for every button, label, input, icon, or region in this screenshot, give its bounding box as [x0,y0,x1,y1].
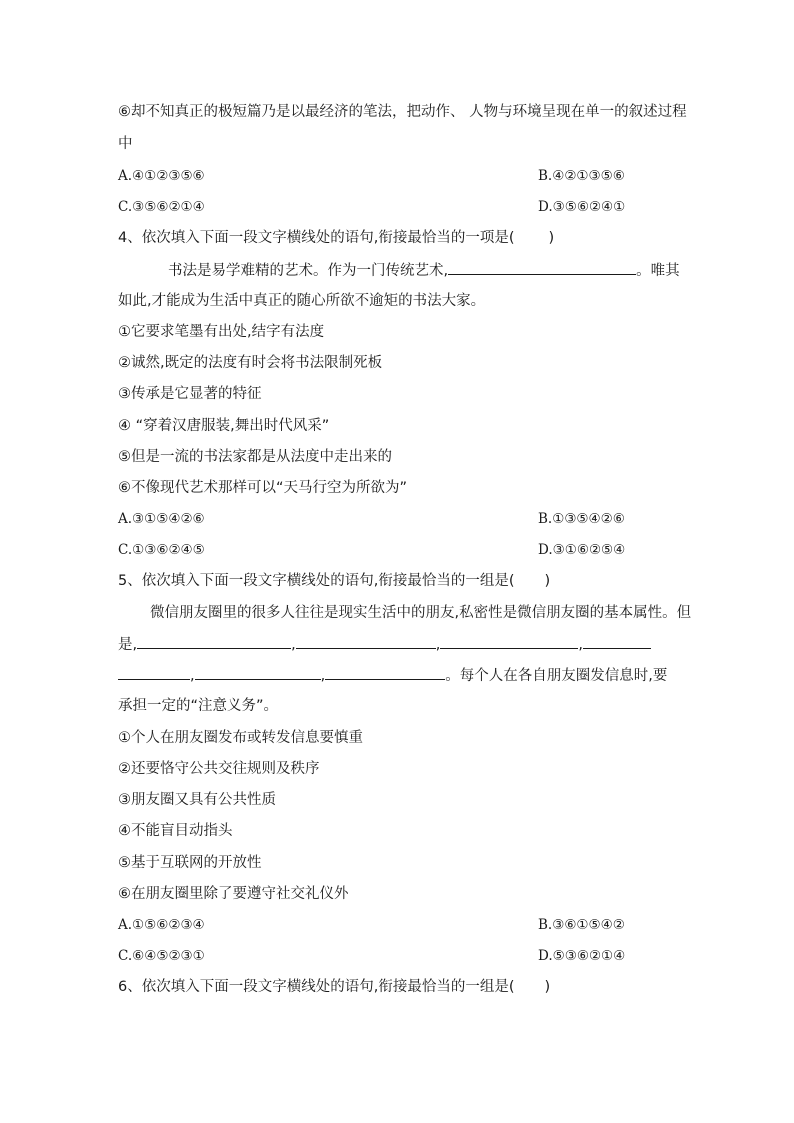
q4-item-1: ①它要求笔墨有出处,结字有法度 [118,324,325,340]
option-value: ⑥④⑤②③① [132,948,205,964]
option-letter: B. [538,168,553,184]
q4-option-b[interactable] [538,509,625,529]
fill-blank-1[interactable] [137,634,291,649]
option-value: ③①⑥②⑤④ [552,542,626,558]
q5-stem-text: 5、依次填入下面一段文字横线处的语句,衔接最恰当的一组是( [118,573,515,589]
q4-option-c[interactable] [118,540,205,560]
q3-option-c[interactable] [118,197,205,217]
q5-item-1: ①个人在朋友圈发布或转发信息要慎重 [118,730,363,746]
q5-item-2: ②还要恪守公共交往规则及秩序 [118,761,320,777]
q5-passage-line2 [118,634,651,655]
option-letter: A. [118,168,133,184]
q6-stem-close: ) [544,979,551,995]
option-letter: C. [118,542,133,558]
q4-item-4: ④ “穿着汉唐服装,舞出时代风采” [118,418,330,434]
option-value: ③①⑤④②⑥ [132,511,205,527]
q5-passage-text: 是, [118,637,138,653]
q5-item-5: ⑤基于互联网的开放性 [118,855,262,871]
option-letter: D. [538,542,553,558]
option-value: ③⑤⑥②①④ [132,199,205,215]
option-letter: C. [118,199,133,215]
comma: , [190,668,195,684]
option-letter: D. [538,199,553,215]
q4-item-5: ⑤但是一流的书法家都是从法度中走出来的 [118,449,392,465]
option-letter: A. [118,511,133,527]
comma: , [291,637,296,653]
q5-passage-line4: 承担一定的“注意义务”。 [118,698,279,714]
q5-item-3: ③朋友圈又具有公共性质 [118,792,276,808]
option-letter: C. [118,948,133,964]
q4-passage-line2: 如此,才能成为生活中真正的随心所欲不逾矩的书法大家。 [118,293,486,309]
option-value: ④①②③⑤⑥ [132,168,205,184]
q4-stem-close: ) [548,230,555,246]
q5-passage-line1: 微信朋友圈里的很多人往往是现实生活中的朋友,私密性是微信朋友圈的基本属性。但 [150,605,692,621]
q3-option-b[interactable] [538,166,625,186]
q5-stem [118,571,550,591]
option-value: ⑤③⑥②①④ [552,948,626,964]
option-value: ③⑥①⑤④② [552,917,625,933]
q5-option-c[interactable] [118,946,205,966]
q4-passage-text: 。唯其 [636,263,680,279]
option-value: ④②①③⑤⑥ [552,168,625,184]
comma: , [435,637,441,653]
option-value: ③⑤⑥②④① [552,199,626,215]
q6-stem [118,977,550,997]
option-letter: B. [538,511,553,527]
q4-passage-line1 [168,260,680,281]
q3-option-a[interactable] [118,166,205,186]
q4-item-2: ②诚然,既定的法度有时会将书法限制死板 [118,355,383,371]
q5-stem-close: ) [544,573,551,589]
option-letter: D. [538,948,553,964]
fill-blank-6[interactable] [325,665,445,680]
fill-blank-2[interactable] [296,634,436,649]
q5-option-a[interactable] [118,915,205,935]
option-value: ①③⑥②④⑤ [132,542,205,558]
q4-item-6: ⑥不像现代艺术那样可以“天马行空为所欲为” [118,480,408,496]
q4-option-d[interactable] [538,540,625,560]
comma: , [320,668,326,684]
q5-option-d[interactable] [538,946,625,966]
q6-stem-text: 6、依次填入下面一段文字横线处的语句,衔接最恰当的一组是( [118,979,515,995]
q5-passage-line3 [118,665,667,686]
q4-item-3: ③传承是它显著的特征 [118,386,262,402]
option-letter: A. [118,917,133,933]
fill-blank-4-cont[interactable] [118,665,190,680]
fill-blank[interactable] [448,260,636,275]
q5-item-6: ⑥在朋友圈里除了要遵守社交礼仪外 [118,886,349,902]
q4-stem [118,228,554,248]
q3-option-d[interactable] [538,197,625,217]
q4-stem-text: 4、依次填入下面一段文字横线处的语句,衔接最恰当的一项是( [118,230,515,246]
q4-option-a[interactable] [118,509,205,529]
option-value: ①③⑤④②⑥ [552,511,625,527]
q4-passage-text: 书法是易学难精的艺术。作为一门传统艺术, [168,263,449,279]
option-value: ①⑤⑥②③④ [132,917,205,933]
fill-blank-4[interactable] [583,634,651,649]
fill-blank-3[interactable] [440,634,578,649]
q5-item-4: ④不能盲目动指头 [118,823,233,839]
q5-option-b[interactable] [538,915,625,935]
comma: , [578,637,583,653]
q3-item-6-line2: 中 [118,136,133,152]
q3-item-6-line1: ⑥却不知真正的极短篇乃是以最经济的笔法，把动作、 人物与环境呈现在单一的叙述过程 [118,104,687,120]
q5-passage-text: 。每个人在各自朋友圈发信息时,要 [445,668,668,684]
fill-blank-5[interactable] [195,665,321,680]
option-letter: B. [538,917,553,933]
